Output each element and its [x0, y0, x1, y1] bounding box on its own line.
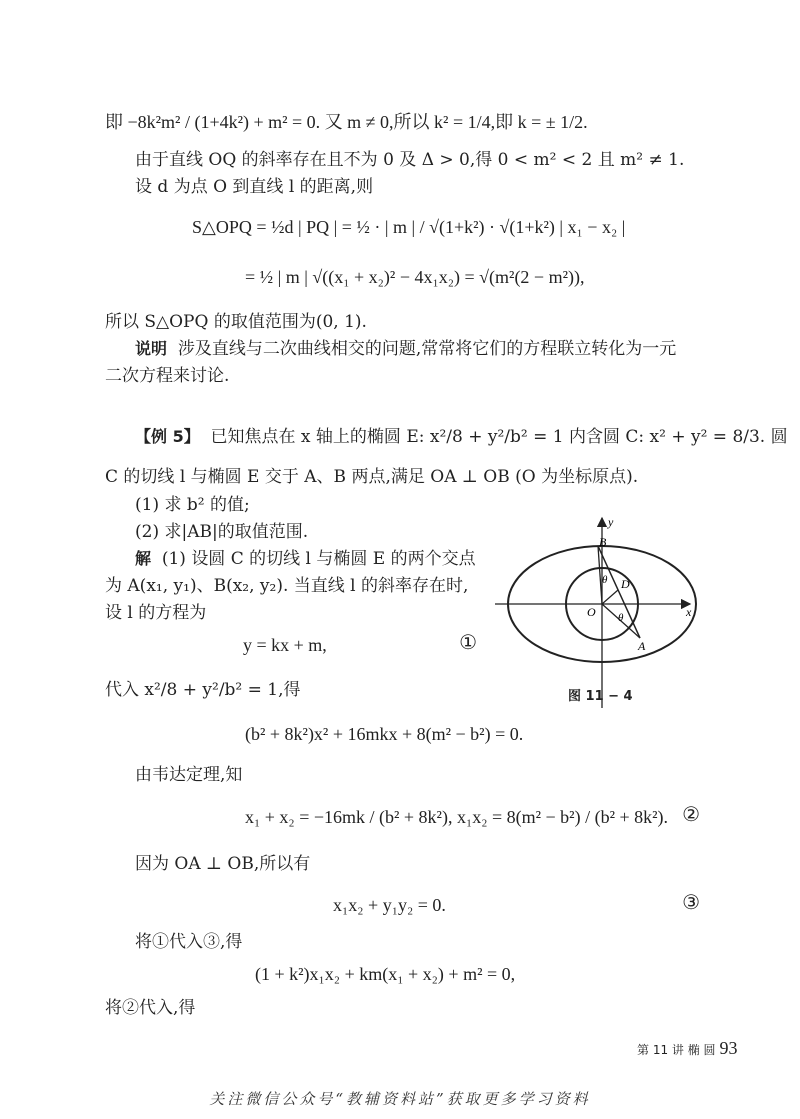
- point-a-label: A: [638, 639, 646, 653]
- combined-equation: (1 + k²)x₁x₂ + km(x₁ + x₂) + m² = 0,: [255, 964, 516, 984]
- equation-number-3: ③: [682, 890, 700, 914]
- chapter-title: 第 11 讲 椭 圆: [637, 1043, 716, 1057]
- formula-area: S△OPQ = ½d | PQ | = ½ · | m | / √(1+k²) · √(1+k²) | x₁ − x₂ |: [192, 217, 626, 237]
- perpendicular-line: 因为 OA ⊥ OB,所以有: [135, 854, 311, 874]
- solution-line-1: 解 (1) 设圆 C 的切线 l 与椭圆 E 的两个交点: [135, 549, 476, 569]
- page-footer: [637, 1038, 738, 1059]
- substitute-2: 将②代入,得: [105, 998, 196, 1018]
- y-axis-label: y: [608, 515, 614, 529]
- line-1: 即 −8k²m² / (1+4k²) + m² = 0. 又 m ≠ 0,所以 k² = 1/4,即 k = ± 1/2.: [105, 112, 588, 132]
- line-3: 设 d 为点 O 到直线 l 的距离,则: [135, 177, 374, 197]
- question-1: (1) 求 b² 的值;: [135, 495, 250, 515]
- segment-od: [602, 590, 618, 604]
- line-range: 所以 S△OPQ 的取值范围为(0, 1).: [105, 312, 367, 332]
- substitute-1-into-3: 将①代入③,得: [135, 932, 243, 952]
- origin-label: O: [587, 605, 596, 619]
- question-2: (2) 求|AB|的取值范围.: [135, 522, 309, 542]
- solution-line-3: 设 l 的方程为: [105, 603, 207, 623]
- figure-caption: 图 11 − 4: [568, 689, 633, 704]
- example-5-line-2: C 的切线 l 与椭圆 E 交于 A、B 两点,满足 OA ⊥ OB (O 为坐标原点).: [105, 467, 639, 487]
- quadratic-equation: (b² + 8k²)x² + 16mkx + 8(m² − b²) = 0.: [245, 724, 524, 744]
- watermark-text: 关注微信公众号“教辅资料站”获取更多学习资料: [209, 1090, 591, 1108]
- dot-product-equation: x₁x₂ + y₁y₂ = 0.: [333, 895, 446, 915]
- note-line-1: 说明 涉及直线与二次曲线相交的问题,常常将它们的方程联立转化为一元: [135, 339, 677, 359]
- page-number: 93: [719, 1038, 738, 1058]
- line-2: 由于直线 OQ 的斜率存在且不为 0 及 Δ > 0,得 0 < m² < 2 且 m² ≠ 1.: [135, 150, 685, 170]
- angle-theta-2: θ: [618, 612, 624, 624]
- vieta-intro: 由韦达定理,知: [135, 765, 243, 785]
- example-5-line-1: 【例 5】 已知焦点在 x 轴上的椭圆 E: x²/8 + y²/b² = 1 内含圆 C: x² + y² = 8/3. 圆: [135, 427, 788, 447]
- formula-area-cont: = ½ | m | √((x₁ + x₂)² − 4x₁x₂) = √(m²(2 − m²)),: [245, 267, 585, 287]
- note-line-2: 二次方程来讨论.: [105, 366, 230, 386]
- tangent-line-ab: [598, 546, 640, 638]
- equation-number-2: ②: [682, 802, 700, 826]
- x-axis-label: x: [686, 605, 692, 619]
- angle-theta-1: θ: [602, 574, 608, 586]
- vieta-formulas: x₁ + x₂ = −16mk / (b² + 8k²), x₁x₂ = 8(m² − b²) / (b² + 8k²).: [245, 807, 669, 827]
- equation-number-1: ①: [459, 630, 477, 654]
- solution-line-2: 为 A(x₁, y₁)、B(x₂, y₂). 当直线 l 的斜率存在时,: [105, 576, 469, 596]
- equation-line-l: y = kx + m,: [243, 635, 327, 655]
- point-b-label: B: [599, 535, 607, 549]
- point-d-label: D: [621, 577, 630, 591]
- substitute-line: 代入 x²/8 + y²/b² = 1,得: [105, 680, 301, 700]
